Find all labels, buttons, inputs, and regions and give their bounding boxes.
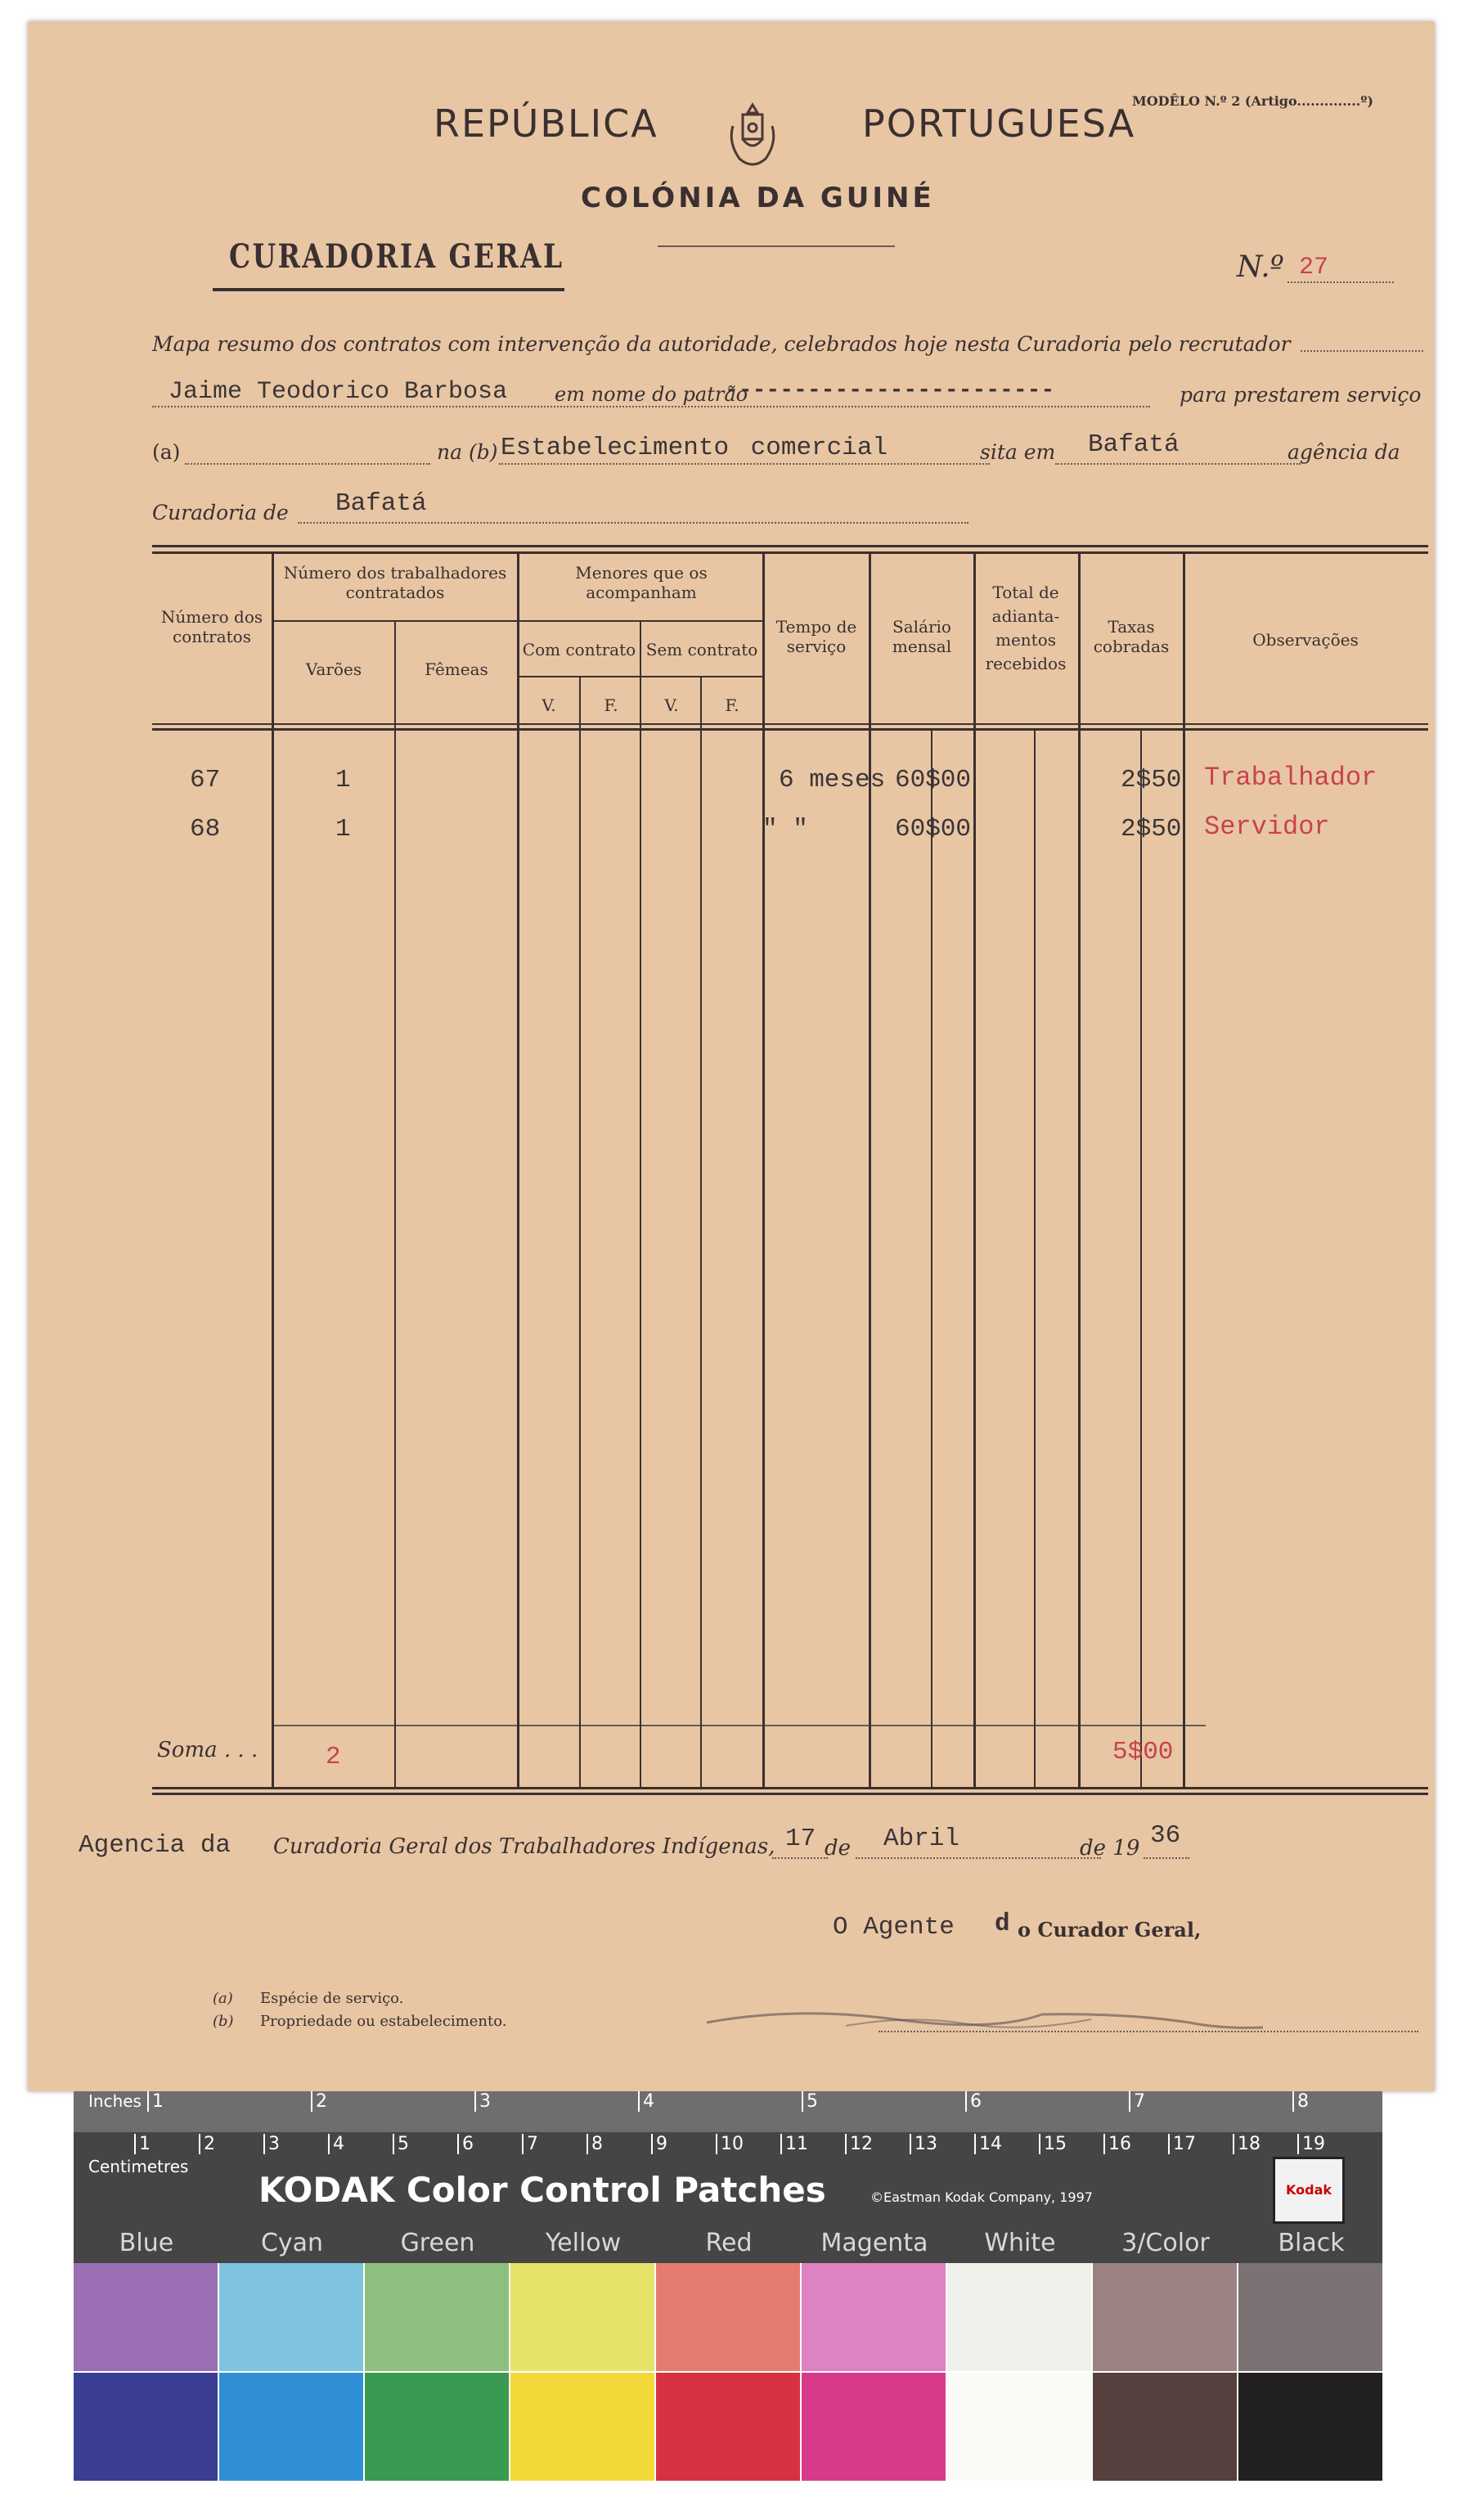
republica-left: REPÚBLICA [434, 101, 658, 146]
kodak-logo: Kodak [1273, 2157, 1345, 2224]
color-patch-bottom [365, 2373, 509, 2481]
row-tempo: 6 meses [779, 766, 886, 794]
em-nome-label: em nome do patrão [555, 383, 748, 406]
color-patch-top [1238, 2263, 1382, 2371]
patch-label: Magenta [820, 2229, 928, 2257]
cm-mark: 9 [651, 2134, 667, 2154]
soma-varoes: 2 [326, 1743, 341, 1771]
row-varoes: 1 [335, 815, 351, 844]
cm-mark: 7 [522, 2134, 538, 2154]
numero-label: N.º [1237, 250, 1284, 284]
row-observacoes: Servidor [1204, 812, 1330, 842]
republica-right: PORTUGUESA [862, 101, 1136, 146]
recruiter-name: Jaime Teodorico Barbosa [169, 378, 508, 406]
header-total: Total de adianta- mentos recebidos [985, 583, 1067, 673]
intro-line1: Mapa resumo dos contratos com intervenção da autoridade, celebrados hoje nesta Curadoria pelo recrutador [152, 332, 1291, 356]
a-label: (a) [152, 440, 181, 464]
row-numero: 67 [190, 766, 221, 794]
centimetres-label: Centimetres [88, 2157, 189, 2176]
header-f2: F. [725, 695, 739, 715]
row-observacoes: Trabalhador [1204, 763, 1377, 793]
cm-mark: 19 [1297, 2134, 1325, 2154]
row-salario: 60$00 [895, 766, 972, 794]
cm-mark: 10 [716, 2134, 744, 2154]
na-b-label: na (b) [437, 440, 498, 464]
header-taxas: Taxas cobradas [1093, 617, 1170, 656]
header-observacoes: Observações [1252, 630, 1359, 650]
header-v2: V. [664, 695, 679, 715]
color-patch-top [947, 2263, 1091, 2371]
patch-label: White [984, 2229, 1056, 2257]
header-sem-contrato: Sem contrato [645, 640, 758, 659]
patch-label: 3/Color [1121, 2229, 1210, 2257]
header-varoes: Varões [305, 659, 362, 679]
kodak-title: KODAK Color Control Patches [258, 2170, 826, 2210]
cm-mark: 16 [1103, 2134, 1131, 2154]
patch-label: Cyan [260, 2229, 324, 2257]
header-numero-trabalhadores: Número dos trabalhadores contratados [283, 563, 507, 602]
header-femeas: Fêmeas [425, 659, 488, 679]
note-a: Espécie de serviço. [260, 1990, 404, 2007]
color-patch-bottom [1238, 2373, 1382, 2481]
header-f1: F. [604, 695, 618, 715]
agencia-label: agência da [1288, 440, 1400, 464]
header-tempo: Tempo de serviço [775, 617, 857, 656]
row-numero: 68 [190, 815, 221, 844]
colonia-title: COLÓNIA DA GUINÉ [581, 182, 935, 214]
date-de2: de 19 [1080, 1836, 1140, 1861]
modelo-label: MODÊLO N.º 2 (Artigo..............º) [1132, 93, 1373, 109]
cm-mark: 13 [910, 2134, 937, 2154]
curadoria-title: CURADORIA GERAL [229, 237, 564, 276]
cm-mark: 5 [393, 2134, 409, 2154]
numero-value: 27 [1299, 254, 1329, 281]
cm-mark: 2 [199, 2134, 215, 2154]
local-value: Bafatá [1088, 430, 1180, 459]
color-patch-bottom [219, 2373, 363, 2481]
para-prestarem-label: para prestarem serviço [1180, 383, 1422, 407]
row-taxas: 2$50 [1121, 766, 1182, 794]
header-divider [658, 245, 895, 247]
row-varoes: 1 [335, 766, 351, 794]
inches-label: Inches [88, 2091, 142, 2111]
patch-label: Red [705, 2229, 753, 2257]
inch-mark: 4 [638, 2091, 654, 2112]
document-page [28, 21, 1435, 2091]
cm-mark: 1 [134, 2134, 151, 2154]
agencia-da-typed: Agencia da [79, 1831, 231, 1860]
note-b: Propriedade ou estabelecimento. [260, 2013, 507, 2030]
inch-mark: 6 [965, 2091, 982, 2112]
inch-mark: 1 [147, 2091, 164, 2112]
estabelecimento-value: Estabelecimento comercial [501, 434, 888, 462]
cm-mark: 18 [1233, 2134, 1261, 2154]
cm-mark: 8 [586, 2134, 603, 2154]
color-patch-top [802, 2263, 946, 2371]
cm-mark: 3 [263, 2134, 280, 2154]
color-patch-bottom [74, 2373, 218, 2481]
header-salario: Salário mensal [892, 617, 952, 656]
curadoria-underline [213, 288, 564, 291]
inch-mark: 2 [311, 2091, 327, 2112]
patrao-value: ------------------------ [725, 378, 1055, 403]
row-salario: 60$00 [895, 815, 972, 844]
cm-mark: 15 [1039, 2134, 1067, 2154]
color-patch-top [1093, 2263, 1237, 2371]
curadoria-local-value: Bafatá [335, 489, 427, 518]
inch-mark: 5 [802, 2091, 818, 2112]
color-patch-bottom [947, 2373, 1091, 2481]
header-v1: V. [542, 695, 556, 715]
kodak-copyright: ©Eastman Kodak Company, 1997 [870, 2189, 1093, 2205]
soma-taxas: 5$00 [1112, 1738, 1174, 1766]
color-patch-top [510, 2263, 654, 2371]
date-de1: de [825, 1836, 852, 1861]
header-com-contrato: Com contrato [522, 640, 636, 659]
patch-label: Green [400, 2229, 475, 2257]
note-b-mark: (b) [213, 2013, 234, 2030]
cm-mark: 6 [457, 2134, 474, 2154]
patch-label: Black [1278, 2229, 1345, 2257]
color-patch-bottom [510, 2373, 654, 2481]
agente-d: d [995, 1910, 1010, 1938]
header-numero-contratos: Número dos contratos [160, 607, 263, 646]
note-a-mark: (a) [213, 1990, 233, 2007]
curadoria-de-label: Curadoria de [152, 501, 289, 524]
color-patch-bottom [656, 2373, 800, 2481]
color-patch-top [74, 2263, 218, 2371]
date-month: Abril [883, 1825, 960, 1853]
color-patch-bottom [802, 2373, 946, 2481]
curador-geral-label: o Curador Geral, [1018, 1918, 1202, 1942]
sita-em-label: sita em [980, 440, 1056, 464]
color-patch-top [656, 2263, 800, 2371]
curadoria-geral-text: Curadoria Geral dos Trabalhadores Indígenas, [273, 1834, 775, 1859]
inch-mark: 7 [1129, 2091, 1145, 2112]
coat-of-arms-icon [726, 101, 779, 172]
cm-mark: 12 [845, 2134, 873, 2154]
cm-mark: 14 [974, 2134, 1002, 2154]
cm-mark: 17 [1168, 2134, 1196, 2154]
patch-label: Blue [119, 2229, 174, 2257]
row-tempo: " " [762, 815, 808, 844]
date-day: 17 [785, 1825, 816, 1853]
cm-mark: 11 [780, 2134, 808, 2154]
signature-mark [699, 1990, 1271, 2047]
ruler-scale [74, 2091, 1382, 2132]
kodak-color-strip [74, 2091, 1382, 2263]
patch-label: Yellow [545, 2229, 622, 2257]
inch-mark: 3 [474, 2091, 491, 2112]
soma-label: Soma . . . [157, 1738, 258, 1762]
row-taxas: 2$50 [1121, 815, 1182, 844]
header-menores: Menores que os acompanham [575, 563, 708, 602]
color-patch-top [219, 2263, 363, 2371]
date-year: 36 [1150, 1821, 1181, 1850]
agente-typed: O Agente [833, 1913, 955, 1942]
color-patch-bottom [1093, 2373, 1237, 2481]
color-patch-top [365, 2263, 509, 2371]
cm-mark: 4 [328, 2134, 344, 2154]
inch-mark: 8 [1292, 2091, 1309, 2112]
